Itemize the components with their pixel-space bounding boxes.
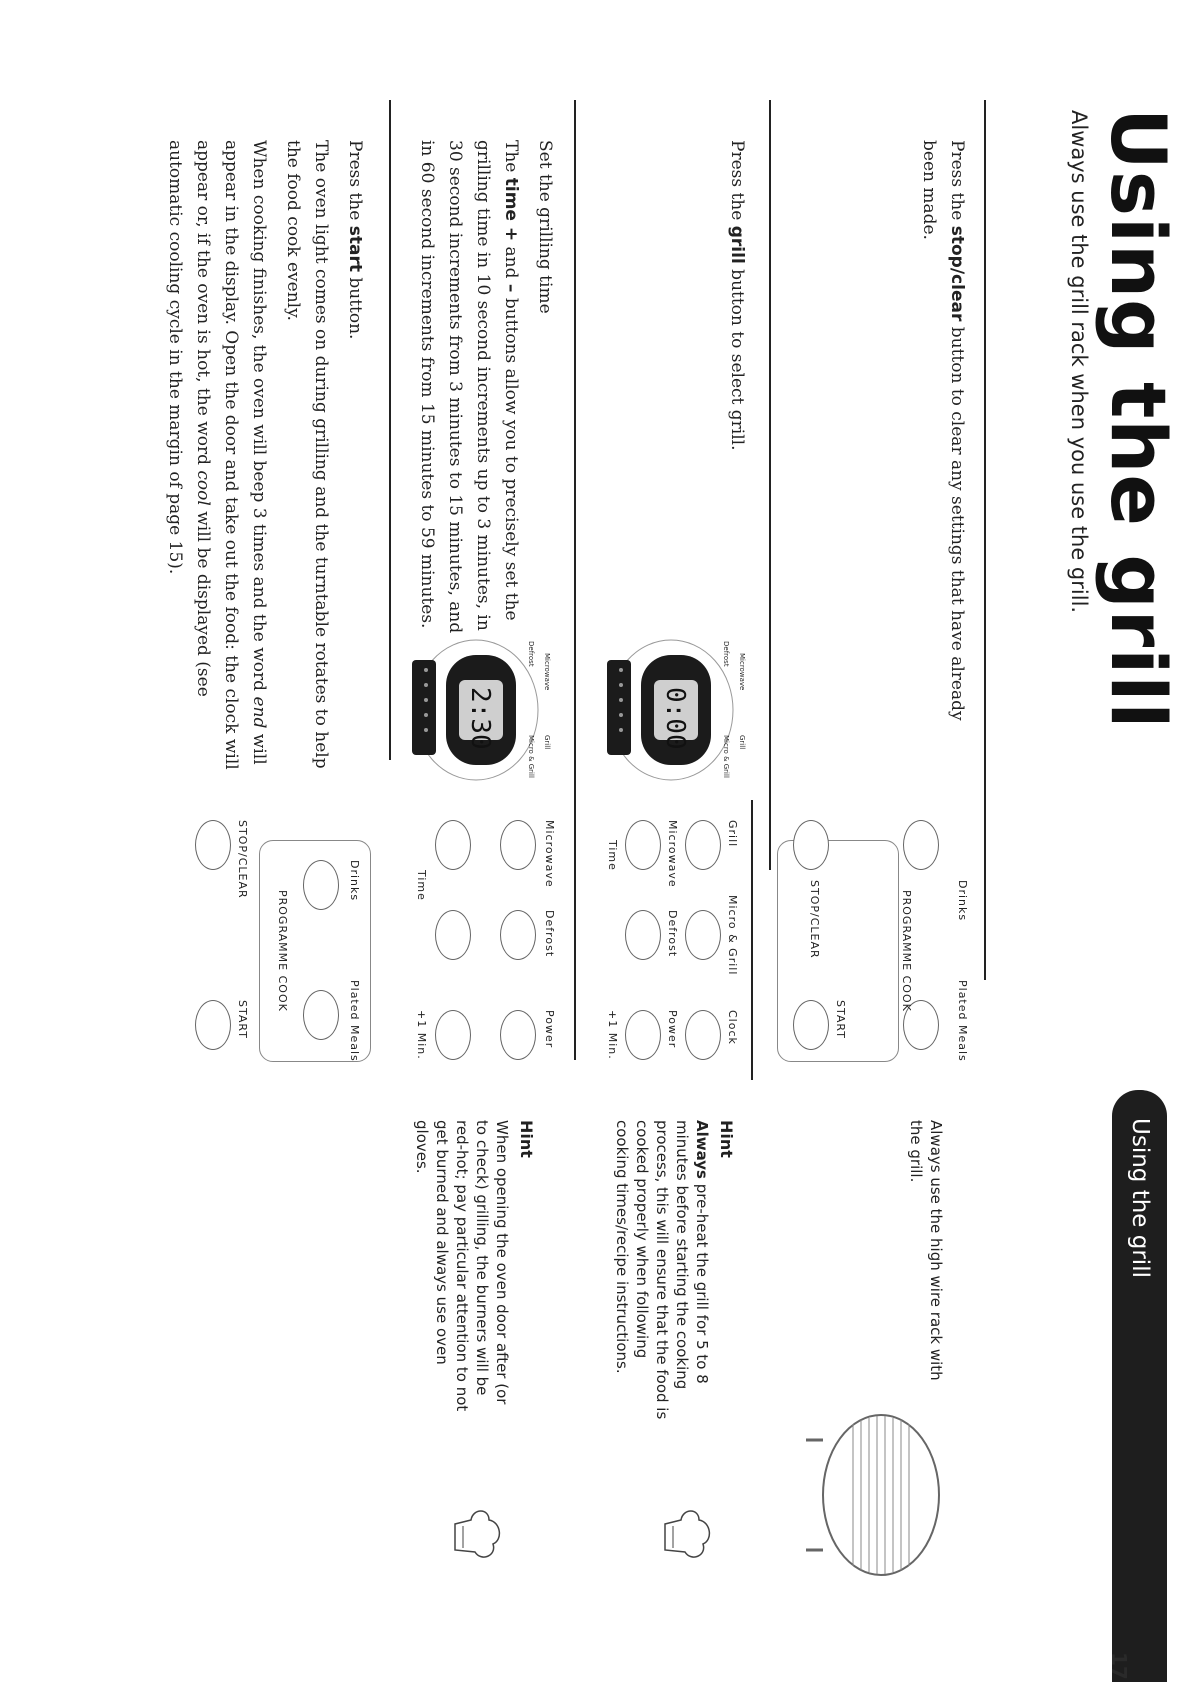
- drinks-button[interactable]: [303, 860, 339, 910]
- power-button[interactable]: [500, 1010, 536, 1060]
- start-button[interactable]: [793, 1000, 829, 1050]
- key-stop-clear: stop/clear: [947, 225, 967, 322]
- chef-hat-icon: [441, 1500, 511, 1570]
- lcd-readout: 2:30: [465, 687, 495, 750]
- lcd-readout: 0:00: [660, 687, 690, 750]
- time-label: Time: [606, 840, 619, 871]
- power-button[interactable]: [625, 1010, 661, 1060]
- stop-clear-button[interactable]: [195, 820, 231, 870]
- step-start: Press the start button. The oven light comes on during grilling and the turntable rotates to help the food cook evenly. When cooking finishes, the oven will beep 3 times and the word end will appear in the display. Open the door and take out the food: the clock will appear or, if the oven is hot, the word cool will be displayed (see automatic cooling cycle in the margin of page 15).: [165, 140, 365, 770]
- control-panel-programme: Drinks Plated Meals PROGRAMME COOK STOP/CLEAR START: [779, 800, 979, 1060]
- grill-rack-illustration: [801, 1410, 951, 1580]
- control-panel-time: Microwave Defrost Power Time +1 Min.: [415, 820, 556, 1060]
- drinks-button[interactable]: [903, 820, 939, 870]
- section-tab: Using the grill: [1112, 1090, 1167, 1682]
- page-subtitle: Always use the grill rack when you use the grill.: [1067, 110, 1091, 614]
- step-time: Set the grilling time The time + and – buttons allow you to precisely set the grilling time in 10 second increments up to 3 minutes, in 30 second increments from 3 minutes to 15 minutes, and in 60 second increments from 15 minutes to 59 minutes.: [417, 140, 555, 634]
- microwave-button[interactable]: [500, 820, 536, 870]
- display-unit-000: 0:00 Microwave Grill Defrost Micro & Grill: [616, 635, 766, 785]
- clock-button[interactable]: [685, 1010, 721, 1060]
- key-grill: grill: [727, 225, 747, 264]
- key-start: start: [345, 225, 365, 272]
- display-unit-230: 2:30 Microwave Grill Defrost Micro & Grill: [421, 635, 571, 785]
- step-grill: Press the grill button to select grill.: [727, 140, 747, 451]
- control-panel-start: Drinks Plated Meals PROGRAMME COOK STOP/CLEAR START: [181, 800, 381, 1060]
- time-plus-button[interactable]: [435, 910, 471, 960]
- grill-button[interactable]: [685, 820, 721, 870]
- defrost-button[interactable]: [625, 910, 661, 960]
- chef-hat-icon: [651, 1500, 721, 1570]
- page-title: Using the grill: [1094, 108, 1183, 730]
- start-button[interactable]: [195, 1000, 231, 1050]
- divider: [769, 100, 771, 870]
- page-number: 17: [1107, 1652, 1131, 1680]
- stop-clear-button[interactable]: [793, 820, 829, 870]
- plus-one-min-button[interactable]: [435, 1010, 471, 1060]
- micro-grill-button[interactable]: [685, 910, 721, 960]
- rack-note: Always use the high wire rack with the grill.: [907, 1120, 945, 1381]
- hint-preheat: Hint Always pre-heat the grill for 5 to 8 minutes before starting the cooking process, this will ensure that the food is cooked properly when following cooking times/recipe instructions.: [613, 1120, 736, 1420]
- time-minus-button[interactable]: [435, 820, 471, 870]
- divider: [984, 100, 986, 980]
- control-panel-modes: Grill Micro & Grill Clock Microwave Defrost Power Time +1 Min.: [591, 800, 761, 1080]
- microwave-button[interactable]: [625, 820, 661, 870]
- hint-gloves: Hint When opening the oven door after (or to check) grilling, the burners will be red-hot; pay particular attention to not get burned and always use oven gloves.: [413, 1120, 536, 1412]
- step-stop-clear: Press the stop/clear button to clear any settings that have already been made.: [919, 140, 967, 721]
- plated-meals-button[interactable]: [303, 990, 339, 1040]
- defrost-button[interactable]: [500, 910, 536, 960]
- divider: [574, 100, 576, 1060]
